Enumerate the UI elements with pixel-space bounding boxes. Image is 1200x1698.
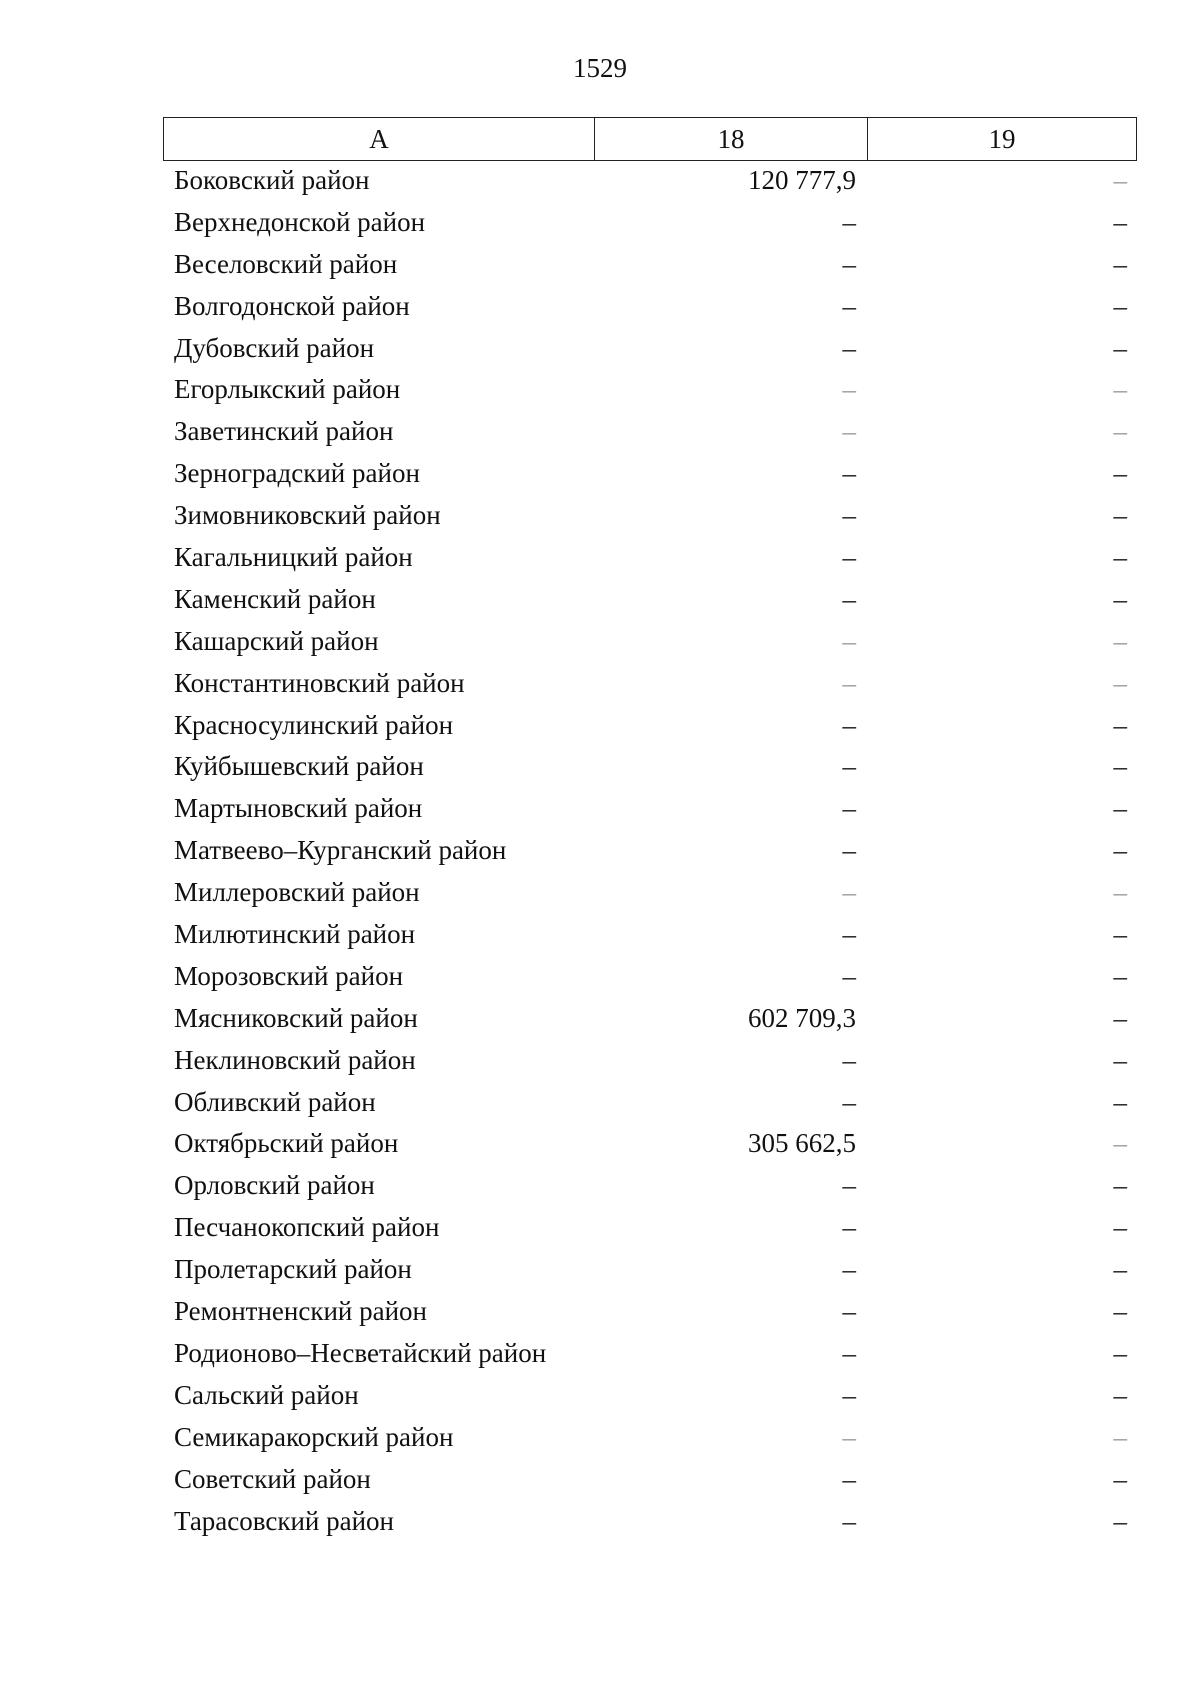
- table-row: [163, 203, 1137, 245]
- value-col-18: –: [842, 960, 856, 991]
- district-name: Мясниковский район: [174, 1002, 418, 1033]
- table-row: [163, 1418, 1137, 1460]
- value-col-19: –: [1113, 416, 1127, 447]
- district-name: Морозовский район: [174, 960, 404, 991]
- value-col-19: –: [1113, 1505, 1127, 1536]
- table-row: [163, 161, 1137, 203]
- table-row: [163, 580, 1137, 622]
- table-row: [163, 1292, 1137, 1334]
- table-row: [163, 412, 1137, 454]
- district-name: Песчанокопский район: [174, 1212, 440, 1243]
- table-row: [163, 496, 1137, 538]
- table-row: [163, 789, 1137, 831]
- value-col-18: 305 662,5: [748, 1128, 856, 1159]
- value-col-18: –: [842, 751, 856, 782]
- value-col-19: –: [1113, 1044, 1127, 1075]
- value-col-18: –: [842, 1421, 856, 1452]
- table-row: [163, 329, 1137, 371]
- value-col-19: –: [1113, 835, 1127, 866]
- value-col-18: –: [842, 206, 856, 237]
- district-name: Зерноградский район: [174, 458, 420, 489]
- value-col-19: –: [1113, 500, 1127, 531]
- district-name: Куйбышевский район: [174, 751, 424, 782]
- value-col-19: –: [1113, 625, 1127, 656]
- table-row: [163, 1208, 1137, 1250]
- district-name: Волгодонской район: [174, 290, 410, 321]
- table-row: [163, 1334, 1137, 1376]
- value-col-19: –: [1113, 165, 1127, 195]
- value-col-18: 602 709,3: [748, 1002, 856, 1033]
- value-col-19: –: [1113, 877, 1127, 908]
- table-row: [163, 454, 1137, 496]
- table-row: [163, 245, 1137, 287]
- district-name: Кашарский район: [174, 625, 379, 656]
- district-name: Матвеево–Курганский район: [174, 835, 507, 866]
- table-header: [163, 117, 1137, 161]
- value-col-18: –: [842, 1463, 856, 1494]
- value-col-19: –: [1113, 1254, 1127, 1285]
- district-name: Веселовский район: [174, 248, 398, 279]
- district-name: Октябрьский район: [174, 1128, 399, 1159]
- district-name: Орловский район: [174, 1170, 375, 1201]
- value-col-19: –: [1113, 1212, 1127, 1243]
- value-col-19: –: [1113, 583, 1127, 614]
- table-row: [163, 1166, 1137, 1208]
- district-name: Константиновский район: [174, 667, 465, 698]
- value-col-18: –: [842, 1296, 856, 1327]
- district-name: Семикаракорский район: [174, 1421, 454, 1452]
- value-col-18: –: [842, 583, 856, 614]
- table-row: [163, 957, 1137, 999]
- district-name: Заветинский район: [174, 416, 394, 447]
- district-name: Мартыновский район: [174, 793, 423, 824]
- column-header-18: 18: [595, 118, 868, 160]
- value-col-18: –: [842, 458, 856, 489]
- table-row: [163, 831, 1137, 873]
- district-name: Милютинский район: [174, 919, 416, 950]
- table-row: [163, 1376, 1137, 1418]
- table-row: [163, 915, 1137, 957]
- value-col-18: –: [842, 374, 856, 405]
- district-name: Неклиновский район: [174, 1044, 416, 1075]
- table-row: [163, 1460, 1137, 1502]
- value-col-18: –: [842, 248, 856, 279]
- table-row: [163, 1124, 1137, 1166]
- district-name: Каменский район: [174, 583, 376, 614]
- table-body: [163, 161, 1137, 1543]
- value-col-18: –: [842, 625, 856, 656]
- value-col-18: –: [842, 1086, 856, 1117]
- value-col-19: –: [1113, 1379, 1127, 1410]
- table-row: [163, 664, 1137, 706]
- value-col-18: –: [842, 1044, 856, 1075]
- district-name: Ремонтненский район: [174, 1296, 427, 1327]
- table-row: [163, 622, 1137, 664]
- value-col-19: –: [1113, 1421, 1127, 1452]
- value-col-18: –: [842, 290, 856, 321]
- value-col-19: –: [1113, 1337, 1127, 1368]
- value-col-19: –: [1113, 1170, 1127, 1201]
- table-row: [163, 287, 1137, 329]
- district-name: Тарасовский район: [174, 1505, 394, 1536]
- page-number: 1529: [573, 53, 627, 83]
- value-col-18: –: [842, 416, 856, 447]
- district-name: Верхнедонской район: [174, 206, 426, 237]
- value-col-19: –: [1113, 542, 1127, 573]
- value-col-19: –: [1113, 248, 1127, 279]
- value-col-19: –: [1113, 458, 1127, 489]
- value-col-19: –: [1113, 290, 1127, 321]
- table-row: [163, 873, 1137, 915]
- value-col-18: –: [842, 709, 856, 740]
- district-name: Красносулинский район: [174, 709, 454, 740]
- value-col-18: –: [842, 1505, 856, 1536]
- value-col-18: –: [842, 793, 856, 824]
- value-col-18: –: [842, 877, 856, 908]
- column-header-19: 19: [988, 123, 1016, 154]
- district-name: Обливский район: [174, 1086, 376, 1117]
- value-col-18: –: [842, 542, 856, 573]
- value-col-19: –: [1113, 332, 1127, 363]
- district-name: Советский район: [174, 1463, 371, 1494]
- table-row: [163, 1083, 1137, 1125]
- district-name: Родионово–Несветайский район: [174, 1337, 547, 1368]
- value-col-19: –: [1113, 960, 1127, 991]
- district-name: Боковский район: [174, 165, 370, 195]
- value-col-19: –: [1113, 1463, 1127, 1494]
- value-col-19: –: [1113, 667, 1127, 698]
- table-row: [163, 1502, 1137, 1544]
- table-row: [163, 1041, 1137, 1083]
- value-col-18: –: [842, 1212, 856, 1243]
- district-name: Сальский район: [174, 1379, 359, 1410]
- value-col-18: –: [842, 919, 856, 950]
- table-row: [163, 1250, 1137, 1292]
- value-col-18: –: [842, 1379, 856, 1410]
- value-col-18: –: [842, 835, 856, 866]
- value-col-19: –: [1113, 1296, 1127, 1327]
- value-col-18: –: [842, 667, 856, 698]
- value-col-18: –: [842, 332, 856, 363]
- district-name: Кагальницкий район: [174, 542, 413, 573]
- table-row: [163, 538, 1137, 580]
- value-col-18: –: [842, 500, 856, 531]
- value-col-19: –: [1113, 919, 1127, 950]
- value-col-18: –: [842, 1170, 856, 1201]
- value-col-19: –: [1113, 1128, 1127, 1159]
- table-row: [163, 747, 1137, 789]
- table-row: [163, 706, 1137, 748]
- value-col-19: –: [1113, 709, 1127, 740]
- value-col-19: –: [1113, 374, 1127, 405]
- value-col-18: –: [842, 1337, 856, 1368]
- value-col-19: –: [1113, 1086, 1127, 1117]
- table-row: [163, 999, 1137, 1041]
- table-row: [163, 370, 1137, 412]
- value-col-19: –: [1113, 751, 1127, 782]
- district-name: Зимовниковский район: [174, 500, 441, 531]
- value-col-19: –: [1113, 793, 1127, 824]
- district-name: Пролетарский район: [174, 1254, 412, 1285]
- value-col-19: –: [1113, 206, 1127, 237]
- column-header-a: А: [164, 118, 595, 160]
- district-name: Егорлыкский район: [174, 374, 401, 405]
- district-name: Дубовский район: [174, 332, 375, 363]
- value-col-18: –: [842, 1254, 856, 1285]
- value-col-19: –: [1113, 1002, 1127, 1033]
- district-name: Миллеровский район: [174, 877, 420, 908]
- value-col-18: 120 777,9: [748, 165, 856, 195]
